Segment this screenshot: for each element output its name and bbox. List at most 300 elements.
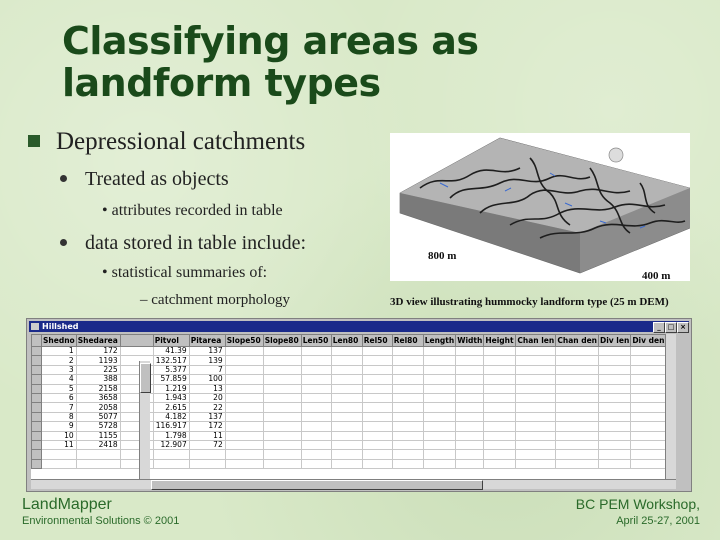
bullet-objects xyxy=(60,168,229,191)
close-button[interactable]: × xyxy=(677,322,689,333)
label-800m: 800 m xyxy=(428,250,457,262)
table-cell[interactable]: 139 xyxy=(189,356,225,365)
table-cell[interactable] xyxy=(331,384,362,393)
table-cell[interactable] xyxy=(631,422,666,431)
table-cell[interactable] xyxy=(331,347,362,356)
table-cell[interactable] xyxy=(392,450,423,459)
row-header[interactable] xyxy=(32,365,42,374)
table-cell[interactable]: 116.917 xyxy=(153,422,189,431)
table-cell[interactable] xyxy=(631,356,666,365)
table-cell[interactable] xyxy=(301,440,331,449)
table-cell[interactable] xyxy=(631,440,666,449)
table-cell[interactable] xyxy=(556,431,599,440)
table-cell[interactable] xyxy=(362,393,392,402)
dot-bullet-icon xyxy=(60,239,67,246)
table-cell[interactable] xyxy=(456,412,484,421)
table-cell[interactable]: 2 xyxy=(42,356,77,365)
table-cell[interactable] xyxy=(484,440,516,449)
col-header[interactable]: Slope80 xyxy=(263,335,301,347)
table-cell[interactable]: 6 xyxy=(42,393,77,402)
table-cell[interactable] xyxy=(599,393,631,402)
table-cell[interactable] xyxy=(456,356,484,365)
scroll-thumb[interactable] xyxy=(140,363,151,393)
bullet-statistical: • statistical summaries of: xyxy=(102,264,268,281)
table-cell[interactable] xyxy=(301,347,331,356)
table-cell[interactable] xyxy=(516,347,556,356)
table-cell[interactable] xyxy=(456,393,484,402)
attribute-table xyxy=(31,334,666,469)
table-cell[interactable] xyxy=(331,459,362,468)
table-row[interactable] xyxy=(32,347,666,356)
table-cell[interactable] xyxy=(599,384,631,393)
table-cell[interactable] xyxy=(516,459,556,468)
table-cell[interactable] xyxy=(392,356,423,365)
table-cell[interactable] xyxy=(456,440,484,449)
table-cell[interactable] xyxy=(599,347,631,356)
table-cell[interactable] xyxy=(456,450,484,459)
bullet-text: data stored in table include: xyxy=(85,232,307,254)
table-cell[interactable] xyxy=(392,412,423,421)
table-row[interactable] xyxy=(32,384,666,393)
row-header[interactable] xyxy=(32,384,42,393)
table-cell[interactable]: 3 xyxy=(42,365,77,374)
minimize-button[interactable]: _ xyxy=(653,322,665,333)
table-cell[interactable]: 11 xyxy=(189,431,225,440)
table-cell[interactable] xyxy=(301,356,331,365)
row-header[interactable] xyxy=(32,403,42,412)
table-cell[interactable] xyxy=(484,459,516,468)
table-cell[interactable] xyxy=(153,450,189,459)
table-cell[interactable] xyxy=(599,431,631,440)
table-cell[interactable] xyxy=(42,450,77,459)
table-cell[interactable] xyxy=(556,384,599,393)
table-cell[interactable]: 4 xyxy=(42,375,77,384)
table-cell[interactable] xyxy=(423,440,456,449)
table-cell[interactable] xyxy=(423,365,456,374)
col-header[interactable]: Pitvol xyxy=(153,335,189,347)
table-cell[interactable] xyxy=(599,375,631,384)
table-cell[interactable] xyxy=(423,375,456,384)
table-cell[interactable]: 5 xyxy=(42,384,77,393)
table-cell[interactable] xyxy=(631,403,666,412)
table-cell[interactable] xyxy=(331,403,362,412)
table-cell[interactable] xyxy=(423,422,456,431)
table-cell[interactable]: 137 xyxy=(189,347,225,356)
table-cell[interactable] xyxy=(301,412,331,421)
col-header[interactable]: Shedarea xyxy=(76,335,120,347)
row-header[interactable] xyxy=(32,422,42,431)
maximize-button[interactable]: □ xyxy=(665,322,677,333)
table-cell[interactable] xyxy=(362,459,392,468)
table-cell[interactable]: 388 xyxy=(76,375,120,384)
table-cell[interactable] xyxy=(392,393,423,402)
table-cell[interactable] xyxy=(423,393,456,402)
table-cell[interactable] xyxy=(392,347,423,356)
table-cell[interactable]: 1 xyxy=(42,347,77,356)
table-cell[interactable]: 1155 xyxy=(76,431,120,440)
table-cell[interactable] xyxy=(516,375,556,384)
table-cell[interactable] xyxy=(392,375,423,384)
table-cell[interactable]: 137 xyxy=(189,412,225,421)
row-header[interactable] xyxy=(32,412,42,421)
table-cell[interactable] xyxy=(516,384,556,393)
table-row[interactable] xyxy=(32,356,666,365)
table-cell[interactable] xyxy=(225,393,263,402)
table-cell[interactable] xyxy=(516,393,556,402)
table-cell[interactable] xyxy=(301,384,331,393)
table-cell[interactable] xyxy=(263,450,301,459)
table-cell[interactable]: 5.377 xyxy=(153,365,189,374)
inner-vertical-scrollbar[interactable] xyxy=(139,361,150,479)
table-cell[interactable] xyxy=(599,440,631,449)
table-cell[interactable]: 225 xyxy=(76,365,120,374)
table-cell[interactable] xyxy=(423,459,456,468)
table-cell[interactable] xyxy=(225,384,263,393)
table-cell[interactable] xyxy=(456,384,484,393)
table-cell[interactable] xyxy=(263,403,301,412)
table-cell[interactable] xyxy=(556,365,599,374)
table-cell[interactable] xyxy=(225,403,263,412)
bullet-depressional xyxy=(28,128,305,156)
table-cell[interactable] xyxy=(631,459,666,468)
table-row[interactable] xyxy=(32,365,666,374)
table-cell[interactable]: 41.39 xyxy=(153,347,189,356)
table-cell[interactable] xyxy=(263,375,301,384)
table-cell[interactable] xyxy=(456,403,484,412)
table-cell[interactable] xyxy=(484,356,516,365)
table-cell[interactable]: 5728 xyxy=(76,422,120,431)
table-cell[interactable] xyxy=(516,412,556,421)
table-cell[interactable] xyxy=(556,356,599,365)
table-header-row xyxy=(32,335,666,347)
table-cell[interactable]: 2158 xyxy=(76,384,120,393)
table-cell[interactable] xyxy=(631,375,666,384)
table-cell[interactable] xyxy=(631,365,666,374)
table-cell[interactable]: 1.943 xyxy=(153,393,189,402)
table-cell[interactable] xyxy=(263,393,301,402)
table-cell[interactable]: 1193 xyxy=(76,356,120,365)
row-header[interactable] xyxy=(32,347,42,356)
table-cell[interactable] xyxy=(599,403,631,412)
row-header[interactable] xyxy=(32,440,42,449)
table-cell[interactable] xyxy=(456,375,484,384)
table-cell[interactable] xyxy=(423,403,456,412)
table-cell[interactable] xyxy=(456,459,484,468)
table-cell[interactable] xyxy=(331,356,362,365)
table-cell[interactable] xyxy=(599,365,631,374)
table-cell[interactable] xyxy=(484,450,516,459)
table-cell[interactable] xyxy=(456,365,484,374)
row-header[interactable] xyxy=(32,356,42,365)
col-header[interactable]: Len50 xyxy=(301,335,331,347)
table-cell[interactable]: 13 xyxy=(189,384,225,393)
table-cell[interactable] xyxy=(556,393,599,402)
table-row[interactable] xyxy=(32,412,666,421)
table-cell[interactable] xyxy=(225,412,263,421)
table-cell[interactable] xyxy=(331,450,362,459)
table-cell[interactable] xyxy=(516,403,556,412)
table-cell[interactable] xyxy=(301,459,331,468)
table-cell[interactable] xyxy=(362,440,392,449)
table-cell[interactable] xyxy=(631,450,666,459)
table-cell[interactable] xyxy=(362,431,392,440)
table-cell[interactable]: 9 xyxy=(42,422,77,431)
table-cell[interactable] xyxy=(263,356,301,365)
footer-brand: LandMapper xyxy=(22,496,112,513)
table-row[interactable] xyxy=(32,393,666,402)
table-cell[interactable] xyxy=(484,384,516,393)
data-grid[interactable] xyxy=(31,334,676,479)
table-cell[interactable]: 5077 xyxy=(76,412,120,421)
col-header[interactable]: Chan den xyxy=(557,336,598,345)
table-cell[interactable] xyxy=(76,459,120,468)
table-row[interactable] xyxy=(32,440,666,449)
footer-event: BC PEM Workshop, xyxy=(575,496,700,512)
table-cell[interactable] xyxy=(263,365,301,374)
table-cell[interactable] xyxy=(516,440,556,449)
table-cell[interactable]: 2058 xyxy=(76,403,120,412)
table-cell[interactable]: 132.517 xyxy=(153,356,189,365)
compass-icon xyxy=(609,148,623,162)
table-cell[interactable] xyxy=(153,459,189,468)
bullet-morphology: – catchment morphology xyxy=(140,292,290,308)
table-cell[interactable] xyxy=(225,347,263,356)
window-title: Hillshed xyxy=(42,322,79,331)
table-cell[interactable] xyxy=(225,450,263,459)
table-cell[interactable] xyxy=(599,356,631,365)
table-cell[interactable] xyxy=(225,422,263,431)
square-bullet-icon xyxy=(28,135,40,147)
table-row[interactable] xyxy=(32,431,666,440)
bullet-data-stored xyxy=(60,232,306,255)
table-row[interactable] xyxy=(32,403,666,412)
table-cell[interactable] xyxy=(423,450,456,459)
table-cell[interactable] xyxy=(301,403,331,412)
col-header[interactable]: Chan len xyxy=(517,336,555,345)
row-header[interactable] xyxy=(32,459,42,468)
col-header[interactable]: Shedno xyxy=(43,336,75,345)
table-cell[interactable]: 100 xyxy=(189,375,225,384)
table-cell[interactable] xyxy=(599,450,631,459)
dot-bullet-icon xyxy=(60,175,67,182)
table-cell[interactable] xyxy=(331,412,362,421)
table-cell[interactable] xyxy=(301,422,331,431)
table-cell[interactable]: 2418 xyxy=(76,440,120,449)
table-cell[interactable] xyxy=(362,450,392,459)
table-cell[interactable]: 172 xyxy=(189,422,225,431)
table-cell[interactable] xyxy=(392,431,423,440)
table-cell[interactable]: 7 xyxy=(42,403,77,412)
table-cell[interactable]: 2.615 xyxy=(153,403,189,412)
table-cell[interactable] xyxy=(331,422,362,431)
table-cell[interactable] xyxy=(631,393,666,402)
table-cell[interactable] xyxy=(42,459,77,468)
table-cell[interactable] xyxy=(189,450,225,459)
table-cell[interactable] xyxy=(556,412,599,421)
table-cell[interactable] xyxy=(392,459,423,468)
col-header[interactable] xyxy=(120,335,153,347)
table-row[interactable] xyxy=(32,375,666,384)
table-cell[interactable] xyxy=(484,412,516,421)
col-header[interactable]: Div den xyxy=(632,336,665,345)
table-cell[interactable] xyxy=(263,459,301,468)
horizontal-scrollbar[interactable] xyxy=(31,479,676,489)
figure-caption: 3D view illustrating hummocky landform type (25 m DEM) xyxy=(390,296,669,308)
table-cell[interactable] xyxy=(423,412,456,421)
col-header[interactable]: Rel80 xyxy=(392,335,423,347)
table-cell[interactable] xyxy=(331,393,362,402)
table-cell[interactable] xyxy=(516,356,556,365)
col-header[interactable]: Rel50 xyxy=(362,335,392,347)
table-cell[interactable] xyxy=(362,356,392,365)
table-cell[interactable] xyxy=(631,431,666,440)
table-cell[interactable]: 57.859 xyxy=(153,375,189,384)
table-cell[interactable] xyxy=(120,347,153,356)
table-cell[interactable] xyxy=(392,422,423,431)
vertical-scrollbar[interactable] xyxy=(665,334,676,479)
table-cell[interactable] xyxy=(76,450,120,459)
label-400m: 400 m xyxy=(642,270,671,282)
table-cell[interactable]: 1.219 xyxy=(153,384,189,393)
table-cell[interactable] xyxy=(392,365,423,374)
table-cell[interactable] xyxy=(263,440,301,449)
table-cell[interactable] xyxy=(301,431,331,440)
table-cell[interactable] xyxy=(225,431,263,440)
table-cell[interactable] xyxy=(556,459,599,468)
table-cell[interactable] xyxy=(631,412,666,421)
table-cell[interactable] xyxy=(484,347,516,356)
table-cell[interactable] xyxy=(484,422,516,431)
table-cell[interactable]: 10 xyxy=(42,431,77,440)
table-cell[interactable] xyxy=(556,422,599,431)
table-cell[interactable] xyxy=(423,431,456,440)
table-cell[interactable] xyxy=(225,440,263,449)
table-cell[interactable]: 7 xyxy=(189,365,225,374)
table-cell[interactable] xyxy=(556,347,599,356)
table-cell[interactable] xyxy=(484,365,516,374)
table-cell[interactable] xyxy=(599,422,631,431)
table-cell[interactable] xyxy=(556,440,599,449)
row-header[interactable] xyxy=(32,450,42,459)
table-cell[interactable] xyxy=(331,431,362,440)
table-cell[interactable] xyxy=(189,459,225,468)
row-header[interactable] xyxy=(32,375,42,384)
table-cell[interactable] xyxy=(331,375,362,384)
col-header[interactable]: Length xyxy=(424,336,455,345)
table-cell[interactable] xyxy=(423,347,456,356)
footer-copyright: Environmental Solutions © 2001 xyxy=(22,515,180,527)
table-cell[interactable] xyxy=(362,375,392,384)
table-cell[interactable] xyxy=(263,412,301,421)
table-cell[interactable] xyxy=(392,403,423,412)
table-cell[interactable]: 20 xyxy=(189,393,225,402)
col-header[interactable]: Len80 xyxy=(331,335,362,347)
table-cell[interactable] xyxy=(301,375,331,384)
window-icon xyxy=(31,323,39,330)
row-header[interactable] xyxy=(32,431,42,440)
table-cell[interactable]: 12.907 xyxy=(153,440,189,449)
table-cell[interactable] xyxy=(516,450,556,459)
table-cell[interactable] xyxy=(225,459,263,468)
footer-date: April 25-27, 2001 xyxy=(616,515,700,527)
scroll-thumb[interactable] xyxy=(151,480,483,490)
table-cell[interactable] xyxy=(225,356,263,365)
table-cell[interactable] xyxy=(362,365,392,374)
table-cell[interactable] xyxy=(362,403,392,412)
table-row[interactable] xyxy=(32,450,666,459)
table-cell[interactable] xyxy=(362,412,392,421)
col-header[interactable]: Pitarea xyxy=(189,335,225,347)
table-cell[interactable] xyxy=(423,356,456,365)
table-cell[interactable]: 8 xyxy=(42,412,77,421)
table-cell[interactable] xyxy=(631,347,666,356)
window-title-bar[interactable] xyxy=(29,321,689,332)
table-cell[interactable] xyxy=(392,440,423,449)
table-cell[interactable]: 22 xyxy=(189,403,225,412)
table-cell[interactable] xyxy=(225,365,263,374)
col-header[interactable]: Width xyxy=(457,336,483,345)
row-header[interactable] xyxy=(32,393,42,402)
col-header[interactable]: Slope50 xyxy=(225,335,263,347)
table-cell[interactable] xyxy=(631,384,666,393)
table-cell[interactable] xyxy=(263,384,301,393)
table-cell[interactable] xyxy=(331,365,362,374)
table-cell[interactable]: 72 xyxy=(189,440,225,449)
table-cell[interactable] xyxy=(484,403,516,412)
table-cell[interactable] xyxy=(516,422,556,431)
table-cell[interactable] xyxy=(456,347,484,356)
table-cell[interactable] xyxy=(392,384,423,393)
col-header[interactable]: Div len xyxy=(600,336,630,345)
table-cell[interactable] xyxy=(456,422,484,431)
terrain-3d-figure xyxy=(390,133,690,281)
table-cell[interactable] xyxy=(362,384,392,393)
table-cell[interactable]: 4.182 xyxy=(153,412,189,421)
bullet-attributes: • attributes recorded in table xyxy=(102,202,283,219)
table-cell[interactable]: 172 xyxy=(76,347,120,356)
table-cell[interactable] xyxy=(301,450,331,459)
table-cell[interactable] xyxy=(263,347,301,356)
table-cell[interactable] xyxy=(456,431,484,440)
table-cell[interactable]: 11 xyxy=(42,440,77,449)
table-cell[interactable] xyxy=(225,375,263,384)
table-cell[interactable] xyxy=(484,375,516,384)
table-cell[interactable]: 3658 xyxy=(76,393,120,402)
table-cell[interactable] xyxy=(599,412,631,421)
table-row[interactable] xyxy=(32,422,666,431)
table-cell[interactable] xyxy=(263,422,301,431)
table-row[interactable] xyxy=(32,459,666,468)
table-cell[interactable] xyxy=(556,375,599,384)
table-cell[interactable] xyxy=(362,347,392,356)
table-cell[interactable] xyxy=(423,384,456,393)
table-cell[interactable] xyxy=(484,393,516,402)
table-cell[interactable] xyxy=(301,393,331,402)
table-cell[interactable] xyxy=(556,403,599,412)
table-cell[interactable] xyxy=(599,459,631,468)
table-cell[interactable] xyxy=(301,365,331,374)
table-cell[interactable] xyxy=(516,431,556,440)
col-header[interactable]: Height xyxy=(484,335,516,347)
table-cell[interactable] xyxy=(516,365,556,374)
table-cell[interactable] xyxy=(362,422,392,431)
table-cell[interactable] xyxy=(484,431,516,440)
table-cell[interactable] xyxy=(556,450,599,459)
table-cell[interactable] xyxy=(331,440,362,449)
table-window xyxy=(26,318,692,492)
table-cell[interactable]: 1.798 xyxy=(153,431,189,440)
table-cell[interactable] xyxy=(263,431,301,440)
